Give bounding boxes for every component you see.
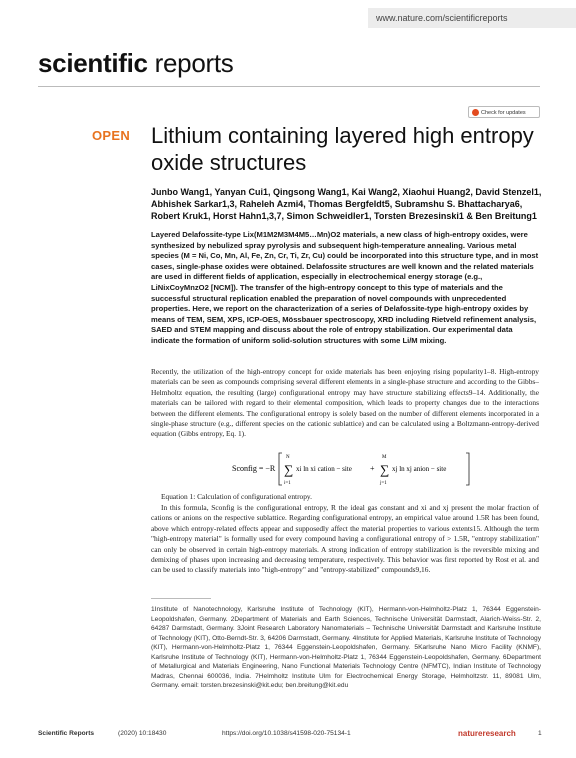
equation-svg	[232, 449, 472, 489]
check-for-updates-button[interactable]	[468, 106, 540, 118]
sum-2-bottom: j=1	[380, 481, 387, 486]
abstract: Layered Delafossite-type Lix(M1M2M3M4M5…Mn)O2 materials, a new class of high-entropy oxides, were synthesized by nebulized spray pyrolysis and subsequent high-temperature annealing. Various metal species (M = Ni, Co, Mn, Al, Fe, Zn, Cr, Ti, Zr, Cu) could be incorporated into this structure type, and in most cases, single-phase oxides were obtained. Delafossite structures are well known and the related materials are used in different fields of application, especially in electrochemical energy storage (e.g., LiNixCoyMnzO2 [NCM]). The transfer of the high-entropy concept to this type of materials and the successful structural replication enabled the preparation of novel compounds with unprecedented properties. Here, we report on the characterization of a series of Delafossite-type high-entropy oxides by means of TEM, SEM, XPS, ICP-OES, Mössbauer spectroscopy, XRD including Rietveld refinement analysis, SAED and STEM mapping and discuss about the role of entropy stabilization. Our experimental data indicate the formation of uniform solid-solution structures with some Li/M mixing.	[151, 230, 539, 345]
equation-1	[232, 449, 472, 489]
article-title: Lithium containing layered high entropy oxide structures	[151, 123, 534, 175]
sum-2-sigma: ∑	[380, 462, 390, 477]
affiliation-divider	[151, 598, 211, 599]
url-bar[interactable]	[368, 8, 576, 28]
sum-1-body: xi ln xi cation − site	[296, 465, 352, 473]
affiliations: 1Institute of Nanotechnology, Karlsruhe Institute of Technology (KIT), Hermann-von-Helmholtz-Platz 1, 76344 Eggenstein-Leopoldshafen, Germany. 2Department of Materials and Earth Sciences, Technische Universität Darmstadt, Alarich-Weiss-Str. 2, 64287 Darmstadt, Germany. 3Joint Research Laboratory Nanomaterials – Technische Universität Darmstadt and Karlsruhe Institute of Technology (KIT), Otto-Berndt-Str. 3, 64206 Darmstadt, Germany. 4Institute for Applied Materials, Karlsruhe Institute of Technology (KIT), Hermann-von-Helmholtz-Platz 1, 76344 Eggenstein-Leopoldshafen, Germany. 5Karlsruhe Nano Micro Facility (KNMF), Karlsruhe Institute of Technology (KIT), Hermann-von-Helmholtz-Platz 1, 76344 Eggenstein-Leopoldshafen, Germany. 6Department of Metallurgical and Materials Engineering, Nano Functional Materials Technology Centre (NFMTC), Indian Institute of Technology Madras, Chennai 600036, India. 7Helmholtz Institute Ulm for Electrochemical Energy Storage, Helmholtzstr. 11, 89081 Ulm, Germany. email: torsten.brezesinski@kit.edu; ben.breitung@kit.edu	[151, 606, 541, 689]
sum-1-top: N	[286, 455, 290, 460]
author-list[interactable]: Junbo Wang1, Yanyan Cui1, Qingsong Wang1, Kai Wang2, Xiaohui Huang2, David Stenzel1, Abhishek Sarkar1,3, Raheleh Azmi4, Thomas Bergfeldt5, Subramshu S. Bhattacharya6, Robert Kruk1, Horst Hahn1,3,7, Simon Schweidler1, Torsten Brezesinski1 & Ben Breitung1	[151, 187, 542, 221]
journal-logo-bold: scientific	[38, 48, 148, 78]
sum-1-bottom: i=1	[284, 481, 291, 486]
sum-1-sigma: ∑	[284, 462, 294, 477]
journal-logo-light: reports	[147, 48, 234, 78]
check-updates-icon	[472, 109, 479, 116]
equation-plus: +	[370, 464, 375, 473]
open-access-badge: OPEN	[92, 128, 131, 143]
footer-journal: Scientific Reports	[38, 730, 95, 737]
footer-citation: (2020) 10:18430	[118, 730, 167, 737]
page-footer	[38, 729, 542, 742]
journal-logo[interactable]	[38, 48, 233, 79]
equation-lhs: Sconfig = −R	[232, 464, 276, 473]
intro-paragraph-1: Recently, the utilization of the high-entropy concept for oxide materials has been enjoying rising popularity1–8. High-entropy materials can be seen as compounds comprising several different elements in a single-phase structure and according to the Gibbs–Helmholtz equation, the resulting (large) configurational entropy may have structure stabilizing effects9–14. Additionally, the materials can be tailored with regard to their elemental composition, which leads to property changes due to the interactions between the different elements. The configurational entropy is solely based on the number of different elements incorporated in a single-phase structure (e.g., different species on the cationic sublattice) and can be calculated using a Boltzmann-entropy-derived equation (Gibbs entropy, Eq. 1).	[151, 367, 539, 439]
footer-page-number: 1	[538, 730, 542, 737]
check-updates-label: Check for updates	[481, 110, 526, 116]
equation-right-bracket	[466, 453, 469, 485]
equation-caption: Equation 1: Calculation of configurational entropy.	[161, 492, 312, 501]
footer-doi-link[interactable]: https://doi.org/10.1038/s41598-020-75134-1	[222, 730, 351, 737]
sum-2-body: xj ln xj anion − site	[392, 465, 447, 473]
footer-brand-logo: natureresearch	[458, 729, 516, 738]
header-divider	[38, 86, 540, 87]
sum-2-top: M	[382, 455, 387, 460]
equation-left-bracket	[279, 453, 282, 485]
intro-paragraph-2: In this formula, Sconfig is the configurational entropy, R the ideal gas constant and xi and xj present the molar fraction of cations or anions on the respective sublattice. Regarding configurational entropy, an empirical value around 1.5R has been found, above which entropy-related effects appear and supposedly affect the material properties to various extents15. Although the term "high-entropy material" is formally used for every compound having a configurational entropy of > 1.5R, "entropy stabilization" can only be observed in certain high-entropy materials. A strong indication of entropy stabilization is the reversible mixing and demixing of phases upon increasing and decreasing temperature, respectively. This behavior was first reported by Rost et al. and can be used to classify materials into "high-entropy" and "entropy-stabilized" compounds9,16.	[151, 503, 539, 575]
journal-url-link[interactable]: www.nature.com/scientificreports	[376, 13, 508, 23]
